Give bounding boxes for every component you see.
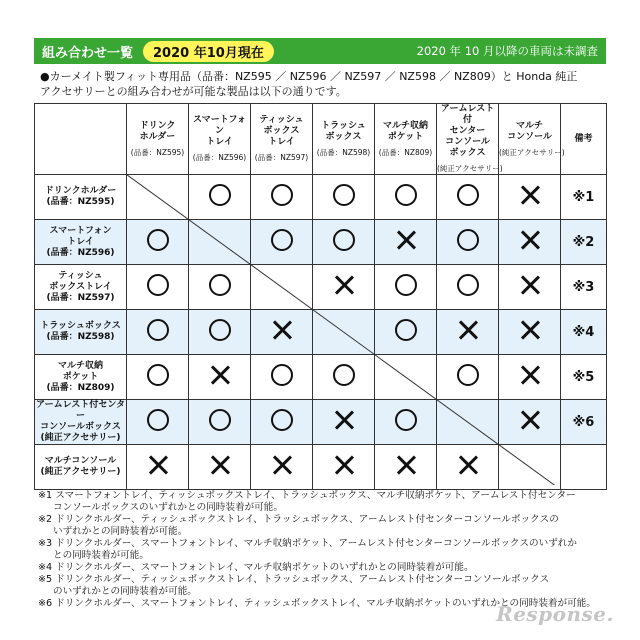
row-name: マルチコンソール <box>44 456 117 466</box>
compatible-cell <box>127 355 189 400</box>
circle-mark-icon <box>395 274 417 296</box>
compatible-cell <box>375 175 437 220</box>
compatible-cell <box>189 265 251 310</box>
column-name: アームレスト付 センター コンソール ボックス <box>440 104 495 158</box>
compatible-cell <box>437 355 499 400</box>
footnote-line: コンソールボックスのいずれかとの同時装着が可能。 <box>53 502 283 513</box>
circle-mark-icon <box>457 274 479 296</box>
intro-line: アクセサリーとの組み合わせが可能な製品は以下の通りです。 <box>40 85 347 98</box>
footnotes <box>38 490 610 610</box>
row-code: (品番：NZ809) <box>46 382 115 393</box>
column-code: (品番：NZ809) <box>378 147 433 157</box>
circle-mark-icon <box>209 184 231 206</box>
cross-mark-icon <box>520 275 540 295</box>
column-header <box>437 104 503 175</box>
column-header <box>313 104 375 175</box>
table-row <box>35 310 607 355</box>
footnote-line: ※1 スマートフォントレイ、ティッシュボックストレイ、トラッシュボックス、マルチ収納ポケット、アームレスト付センター <box>38 490 576 501</box>
compatibility-matrix <box>34 103 606 485</box>
table-row <box>35 265 607 310</box>
incompatible-cell <box>437 445 499 490</box>
footnote-line: いずれかとの同時装着が可能。 <box>53 526 188 537</box>
row-name: トラッシュボックス <box>40 321 121 331</box>
empty-cell <box>189 220 251 265</box>
row-name: マルチ収納 ポケット <box>57 360 103 382</box>
compatible-cell <box>375 310 437 355</box>
compatible-cell <box>437 265 499 310</box>
cross-mark-icon <box>396 230 416 250</box>
table-row <box>35 445 607 490</box>
cross-mark-icon <box>210 455 230 475</box>
cross-mark-icon <box>272 455 292 475</box>
compatible-cell <box>251 175 313 220</box>
circle-mark-icon <box>209 274 231 296</box>
remark-cell: ※6 <box>561 400 607 445</box>
circle-mark-icon <box>271 229 293 251</box>
footnote-line: ※5 ドリンクホルダー、ティッシュボックストレイ、トラッシュボックス、アームレスト付センターコンソールボックス <box>38 574 550 585</box>
table-corner <box>35 104 127 175</box>
incompatible-cell <box>375 445 437 490</box>
circle-mark-icon <box>209 319 231 341</box>
intro-text <box>40 69 606 99</box>
remarks-header: 備考 <box>561 104 607 175</box>
column-header <box>375 104 437 175</box>
compatible-cell <box>375 265 437 310</box>
footnote-line: ※6 ドリンクホルダー、スマートフォントレイ、ティッシュボックストレイ、マルチ収納ポケットのいずれかとの同時装着が可能。 <box>38 598 596 609</box>
column-code: (品番：NZ597) <box>254 153 309 162</box>
circle-mark-icon <box>457 229 479 251</box>
row-code: (純正アクセサリー) <box>40 467 121 477</box>
table-row <box>35 220 607 265</box>
table-row <box>35 400 607 445</box>
circle-mark-icon <box>333 364 355 386</box>
column-header <box>251 104 313 175</box>
circle-mark-icon <box>147 229 169 251</box>
row-header <box>35 175 127 220</box>
compatible-cell <box>127 265 189 310</box>
date-badge: 2020 年10月現在 <box>143 41 274 62</box>
row-header <box>35 355 127 400</box>
column-name: ドリンク ホルダー <box>139 120 176 142</box>
cross-mark-icon <box>520 320 540 340</box>
column-name: トラッシュ ボックス <box>321 120 366 142</box>
cross-mark-icon <box>396 455 416 475</box>
footnote-line: との同時装着が可能。 <box>53 550 149 561</box>
row-header <box>35 265 127 310</box>
circle-mark-icon <box>271 364 293 386</box>
compatible-cell <box>251 400 313 445</box>
remark-cell: ※1 <box>561 175 607 220</box>
circle-mark-icon <box>457 184 479 206</box>
column-name: マルチ コンソール <box>507 120 552 142</box>
incompatible-cell <box>499 355 561 400</box>
incompatible-cell <box>251 445 313 490</box>
incompatible-cell <box>127 445 189 490</box>
compatible-cell <box>251 355 313 400</box>
circle-mark-icon <box>333 184 355 206</box>
remark-cell: ※3 <box>561 265 607 310</box>
column-header <box>127 104 189 175</box>
column-code: (品番：NZ598) <box>316 147 371 157</box>
empty-cell <box>251 265 313 310</box>
cross-mark-icon <box>520 365 540 385</box>
cross-mark-icon <box>210 365 230 385</box>
row-code: (純正アクセサリー) <box>40 433 121 443</box>
row-name: スマートフォン トレイ <box>49 225 112 247</box>
compatible-cell <box>375 400 437 445</box>
circle-mark-icon <box>271 409 293 431</box>
footnote-line: ※4 ドリンクホルダー、スマートフォントレイ、マルチ収納ポケットのいずれかとの同時装着が可能。 <box>38 562 474 573</box>
row-code: (品番：NZ595) <box>46 197 115 207</box>
column-name: ティッシュ ボックス トレイ <box>259 115 304 147</box>
circle-mark-icon <box>395 184 417 206</box>
empty-cell <box>499 445 561 490</box>
incompatible-cell <box>499 400 561 445</box>
circle-mark-icon <box>395 319 417 341</box>
column-code: (品番：NZ595) <box>130 147 185 157</box>
compatible-cell <box>313 355 375 400</box>
remark-cell: ※4 <box>561 310 607 355</box>
cross-mark-icon <box>458 320 478 340</box>
incompatible-cell <box>499 220 561 265</box>
compatible-cell <box>251 220 313 265</box>
circle-mark-icon <box>271 184 293 206</box>
row-code: (品番：NZ597) <box>46 292 115 303</box>
compatible-cell <box>313 220 375 265</box>
empty-cell <box>127 175 189 220</box>
compatibility-table <box>34 103 607 490</box>
row-header <box>35 220 127 265</box>
cross-mark-icon <box>334 275 354 295</box>
column-code: (純正アクセサリー) <box>499 147 565 157</box>
footnote-line: ※2 ドリンクホルダー、ティッシュボックストレイ、トラッシュボックス、アームレスト付センターコンソールボックスの <box>38 514 559 525</box>
incompatible-cell <box>313 445 375 490</box>
table-row <box>35 175 607 220</box>
empty-cell <box>375 355 437 400</box>
remark-cell: ※2 <box>561 220 607 265</box>
column-code: (品番：NZ596) <box>192 153 247 162</box>
compatible-cell <box>127 220 189 265</box>
remark-cell <box>561 445 607 490</box>
cross-mark-icon <box>334 455 354 475</box>
incompatible-cell <box>437 310 499 355</box>
circle-mark-icon <box>147 319 169 341</box>
header-note: 2020 年 10 月以降の車両は未調査 <box>416 44 598 58</box>
row-header <box>35 445 127 490</box>
table-row <box>35 355 607 400</box>
row-name: ティッシュ ボックストレイ <box>49 270 112 292</box>
cross-mark-icon <box>334 410 354 430</box>
row-header <box>35 310 127 355</box>
intro-line: ●カーメイト製フィット専用品（品番：NZ595 ／ NZ596 ／ NZ597 ／ NZ598 ／ NZ809）と Honda 純正 <box>40 70 578 83</box>
compatible-cell <box>127 400 189 445</box>
row-name: アームレスト付センター コンソールボックス <box>35 400 126 432</box>
column-code: (純正アクセサリー) <box>437 164 503 173</box>
circle-mark-icon <box>395 409 417 431</box>
column-name: スマートフォン トレイ <box>192 115 247 147</box>
incompatible-cell <box>375 220 437 265</box>
circle-mark-icon <box>147 364 169 386</box>
compatible-cell <box>189 310 251 355</box>
circle-mark-icon <box>457 364 479 386</box>
circle-mark-icon <box>147 274 169 296</box>
cross-mark-icon <box>520 410 540 430</box>
footnote-line: のいずれかとの同時装着が可能。 <box>53 586 197 597</box>
compatible-cell <box>127 310 189 355</box>
circle-mark-icon <box>147 409 169 431</box>
page-title: 組み合わせ一覧 <box>42 45 134 61</box>
incompatible-cell <box>189 445 251 490</box>
compatible-cell <box>189 175 251 220</box>
incompatible-cell <box>499 175 561 220</box>
incompatible-cell <box>189 355 251 400</box>
cross-mark-icon <box>520 230 540 250</box>
compatible-cell <box>437 175 499 220</box>
cross-mark-icon <box>272 320 292 340</box>
incompatible-cell <box>313 400 375 445</box>
column-header <box>189 104 251 175</box>
row-code: (品番：NZ596) <box>46 247 115 258</box>
cross-mark-icon <box>520 185 540 205</box>
row-code: (品番：NZ598) <box>46 332 115 342</box>
footnote-line: ※3 ドリンクホルダー、スマートフォントレイ、マルチ収納ポケット、アームレスト付センターコンソールボックスのいずれか <box>38 538 577 549</box>
header-bar <box>34 38 606 64</box>
cross-mark-icon <box>148 455 168 475</box>
cross-mark-icon <box>458 455 478 475</box>
compatible-cell <box>189 400 251 445</box>
incompatible-cell <box>313 265 375 310</box>
row-name: ドリンクホルダー <box>44 186 117 196</box>
remark-cell: ※5 <box>561 355 607 400</box>
response-watermark: Response. <box>496 602 614 626</box>
compatible-cell <box>313 175 375 220</box>
column-name: マルチ収納 ポケット <box>382 120 428 142</box>
row-header <box>35 400 127 445</box>
incompatible-cell <box>499 265 561 310</box>
empty-cell <box>437 400 499 445</box>
circle-mark-icon <box>333 229 355 251</box>
compatible-cell <box>437 220 499 265</box>
empty-cell <box>313 310 375 355</box>
incompatible-cell <box>499 310 561 355</box>
column-header <box>499 104 565 175</box>
incompatible-cell <box>251 310 313 355</box>
circle-mark-icon <box>209 409 231 431</box>
